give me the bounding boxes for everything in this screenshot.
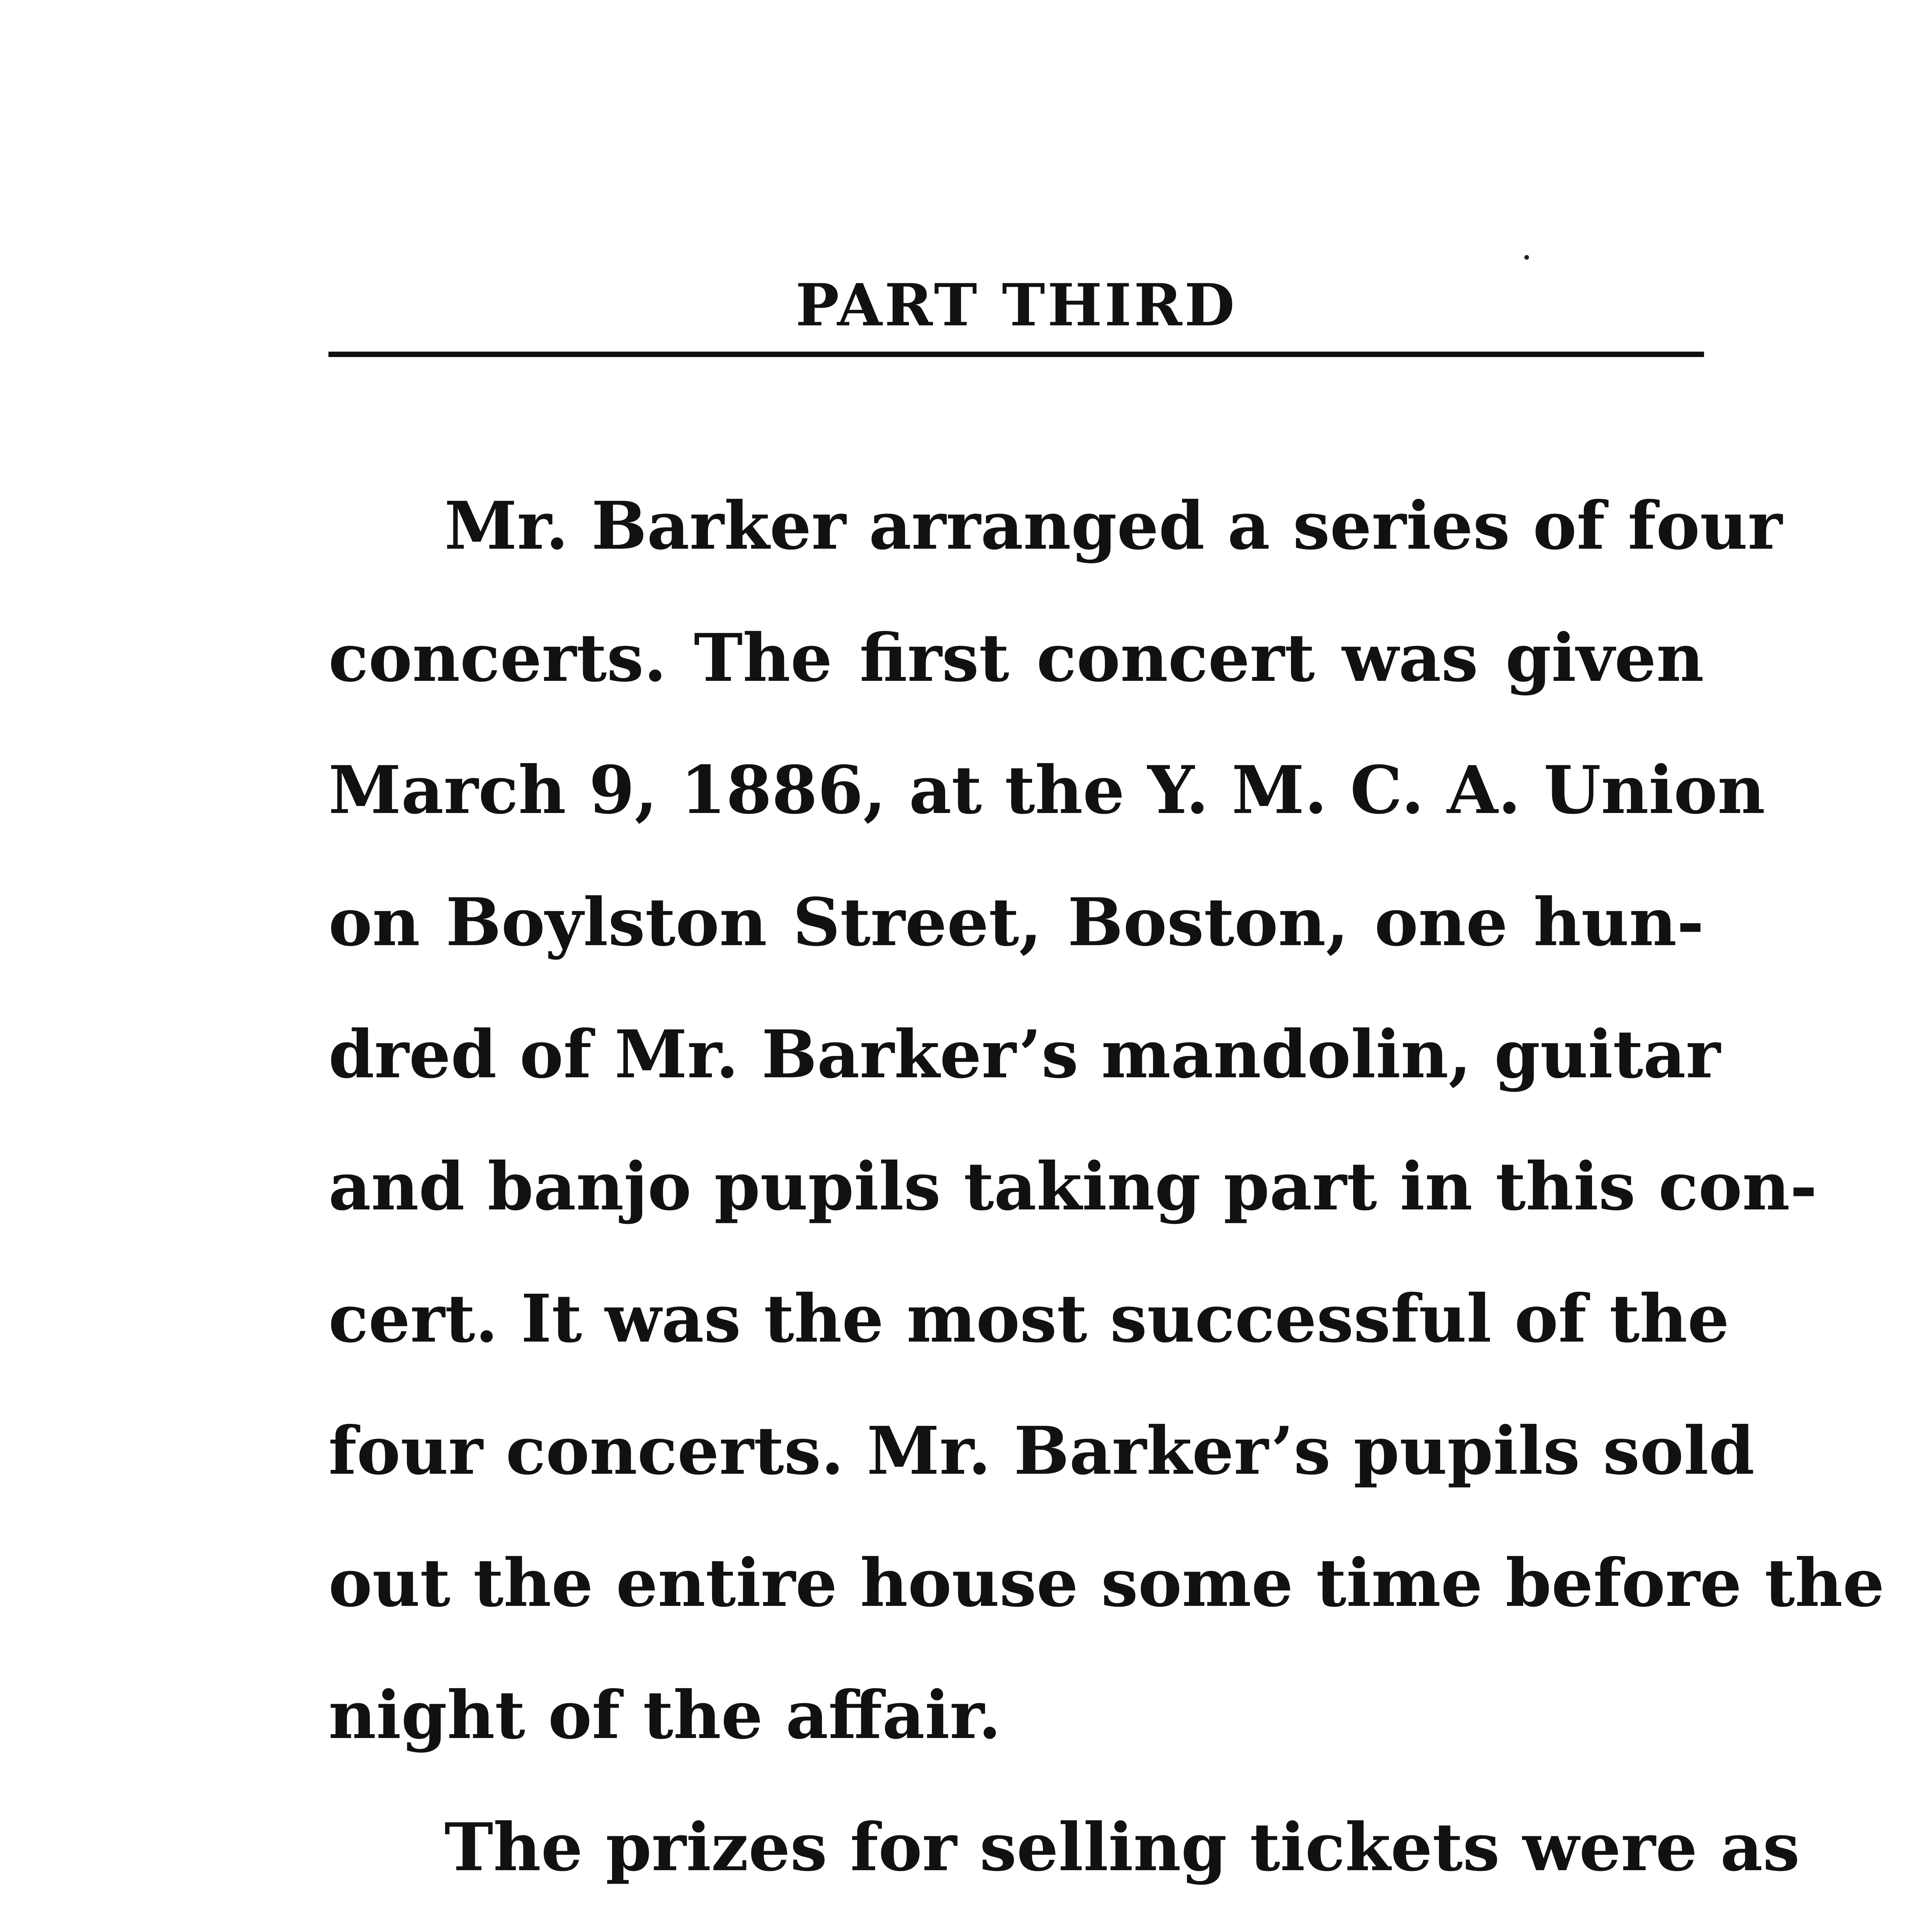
text-line: night of the affair. xyxy=(328,1677,1002,1754)
text-line: cert. It was the most successful of the xyxy=(328,1280,1730,1357)
text-line: four concerts. Mr. Barker’s pupils sold xyxy=(328,1412,1755,1490)
header-rule xyxy=(328,352,1704,357)
text-line: dred of Mr. Barker’s mandolin, guitar xyxy=(328,1016,1721,1093)
running-head: PART THIRD xyxy=(795,271,1237,339)
text-line: Mr. Barker arranged a series of four xyxy=(444,487,1782,565)
text-line: out the entire house some time before the xyxy=(328,1544,1884,1622)
text-line: and banjo pupils taking part in this con- xyxy=(328,1148,1817,1225)
ink-speck xyxy=(1524,255,1529,260)
text-line: concerts. The first concert was given xyxy=(328,619,1704,697)
text-line xyxy=(328,1913,1704,1932)
text-line: on Boylston Street, Boston, one hun- xyxy=(328,884,1704,961)
text-line: The prizes for selling tickets were as xyxy=(444,1809,1800,1886)
body-text xyxy=(328,460,1884,1932)
text-line: March 9, 1886, at the Y. M. C. A. Union xyxy=(328,752,1765,829)
